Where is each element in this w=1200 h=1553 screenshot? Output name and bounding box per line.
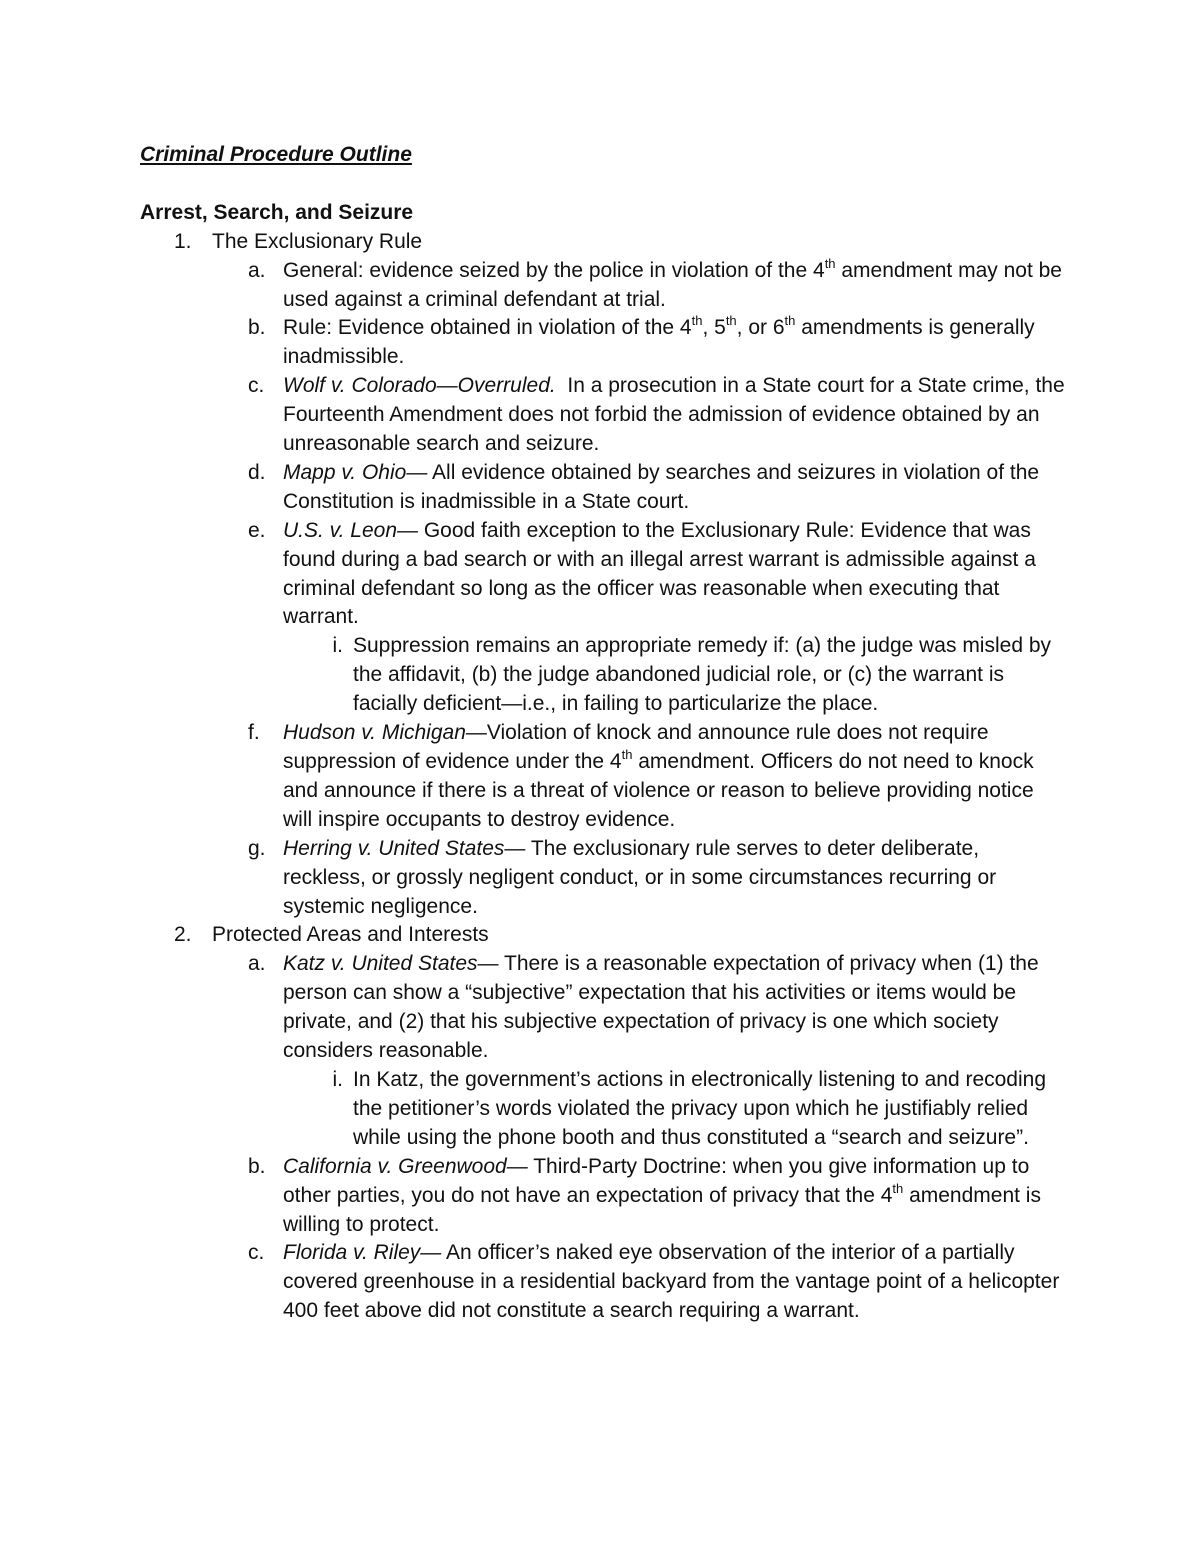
text-segment: , 5 (702, 316, 726, 340)
outline-item-1f (248, 719, 1065, 835)
text-segment: amendment is willing to protect. (283, 1183, 1041, 1236)
superscript: th (784, 313, 796, 329)
item-marker: 2. (174, 923, 192, 947)
item-text: The Exclusionary Rule (212, 229, 423, 253)
text-segment: General: evidence seized by the police in violation of the 4 (283, 258, 825, 282)
text-segment: Third-Party Doctrine: when you give information up to other parties, you do not have an expectation of privacy that the 4 (283, 1154, 1030, 1207)
case-name: Mapp v. Ohio— (283, 460, 428, 484)
case-name: Herring v. United States— (283, 836, 526, 860)
case-name: Florida v. Riley— (283, 1241, 442, 1265)
outline-item-2a (248, 950, 1065, 1066)
item-marker: b. (248, 316, 266, 340)
item-marker: e. (248, 518, 266, 542)
outline-item-1e (248, 517, 1065, 633)
text-segment: amendments is generally inadmissible. (283, 316, 1035, 369)
outline-item-2c (248, 1239, 1065, 1326)
outline-item-1 (174, 228, 1065, 257)
item-marker: i. (332, 634, 343, 658)
item-text: In Katz, the government’s actions in electronically listening to and recoding the petitioner’s words violated the privacy upon which he justifiably relied while using the phone booth and thus constituted a “search and seizure”. (353, 1067, 1047, 1149)
item-marker: b. (248, 1154, 266, 1178)
item-text (283, 1153, 1065, 1240)
text-segment: The exclusionary rule serves to deter deliberate, reckless, or grossly negligent conduct, or in some circumstances recurring or systemic negligence. (283, 836, 997, 918)
item-marker: 1. (174, 229, 192, 253)
outline-item-2 (174, 921, 1065, 950)
text-segment: amendment. Officers do not need to knock and announce if there is a threat of violence or reason to believe providing notice will inspire occupants to destroy evidence. (283, 750, 1034, 831)
item-marker: a. (248, 952, 266, 976)
superscript: th (892, 1180, 904, 1196)
section-heading: Arrest, Search, and Seizure (140, 200, 414, 224)
text-segment: , or 6 (736, 316, 785, 340)
outline-item-1d (248, 459, 1065, 517)
case-name: Katz v. United States— (283, 952, 499, 976)
outline-item-1c (248, 372, 1071, 459)
outline-item-2b (248, 1153, 1065, 1240)
superscript: th (824, 255, 836, 271)
item-marker: c. (248, 374, 265, 398)
item-marker: c. (248, 1241, 265, 1265)
case-name: California v. Greenwood— (283, 1154, 528, 1178)
case-name: Hudson v. Michigan— (283, 721, 487, 745)
outline-item-1a (248, 257, 1065, 315)
item-text (283, 459, 1065, 517)
item-marker: d. (248, 460, 266, 484)
blank-line (140, 170, 1065, 199)
item-marker: g. (248, 836, 266, 860)
text-segment: amendment may not be used against a criminal defendant at trial. (283, 258, 1062, 311)
item-text (283, 372, 1071, 459)
document-content (140, 141, 1071, 1326)
text-segment: Good faith exception to the Exclusionary Rule: Evidence that was found during a bad search or with an illegal arrest warrant is admissible against a criminal defendant so long as the officer was reasonable when executing that warrant. (283, 518, 1036, 629)
item-text: Protected Areas and Interests (212, 923, 489, 947)
outline-item-2a-i (322, 1066, 1065, 1153)
item-marker: i. (332, 1067, 343, 1091)
superscript: th (691, 313, 703, 329)
item-text: Suppression remains an appropriate remedy if: (a) the judge was misled by the affidavit, (b) the judge abandoned judicial role, or (c) the warrant is facially deficient—i.e., in failing to particularize the place. (353, 634, 1052, 716)
text-segment: Violation of knock and announce rule does not require suppression of evidence under the 4 (283, 721, 989, 774)
item-text (283, 835, 1065, 922)
superscript: th (725, 313, 737, 329)
text-segment: An officer’s naked eye observation of the interior of a partially covered greenhouse in a residential backyard from the vantage point of a helicopter 400 feet above did not constitute a search requiring a warrant. (283, 1241, 1060, 1323)
item-text (283, 517, 1065, 633)
outline-item-1b (248, 314, 1065, 372)
text-segment: Rule: Evidence obtained in violation of the 4 (283, 316, 692, 340)
item-marker: f. (248, 721, 260, 745)
item-text (283, 257, 1065, 315)
superscript: th (621, 747, 633, 763)
item-text (283, 314, 1065, 372)
item-marker: a. (248, 258, 266, 282)
outline-item-1g (248, 835, 1065, 922)
text-segment: There is a reasonable expectation of privacy when (1) the person can show a “subjective” expectation that his activities or items would be private, and (2) that his subjective expectation of privacy is one which society considers reasonable. (283, 952, 1039, 1063)
text-segment: All evidence obtained by searches and seizures in violation of the Constitution is inadmissible in a State court. (283, 460, 1040, 513)
item-text (283, 1239, 1065, 1326)
document-title: Criminal Procedure Outline (140, 143, 412, 166)
case-name: Wolf v. Colorado—Overruled. (283, 374, 556, 398)
item-text (283, 950, 1065, 1066)
text-segment: In a prosecution in a State court for a State crime, the Fourteenth Amendment does not forbid the admission of evidence obtained by an unreasonable search and seizure. (283, 374, 1071, 456)
case-name: U.S. v. Leon— (283, 518, 419, 542)
outline-item-1e-i (322, 632, 1065, 719)
item-text (283, 719, 1065, 835)
